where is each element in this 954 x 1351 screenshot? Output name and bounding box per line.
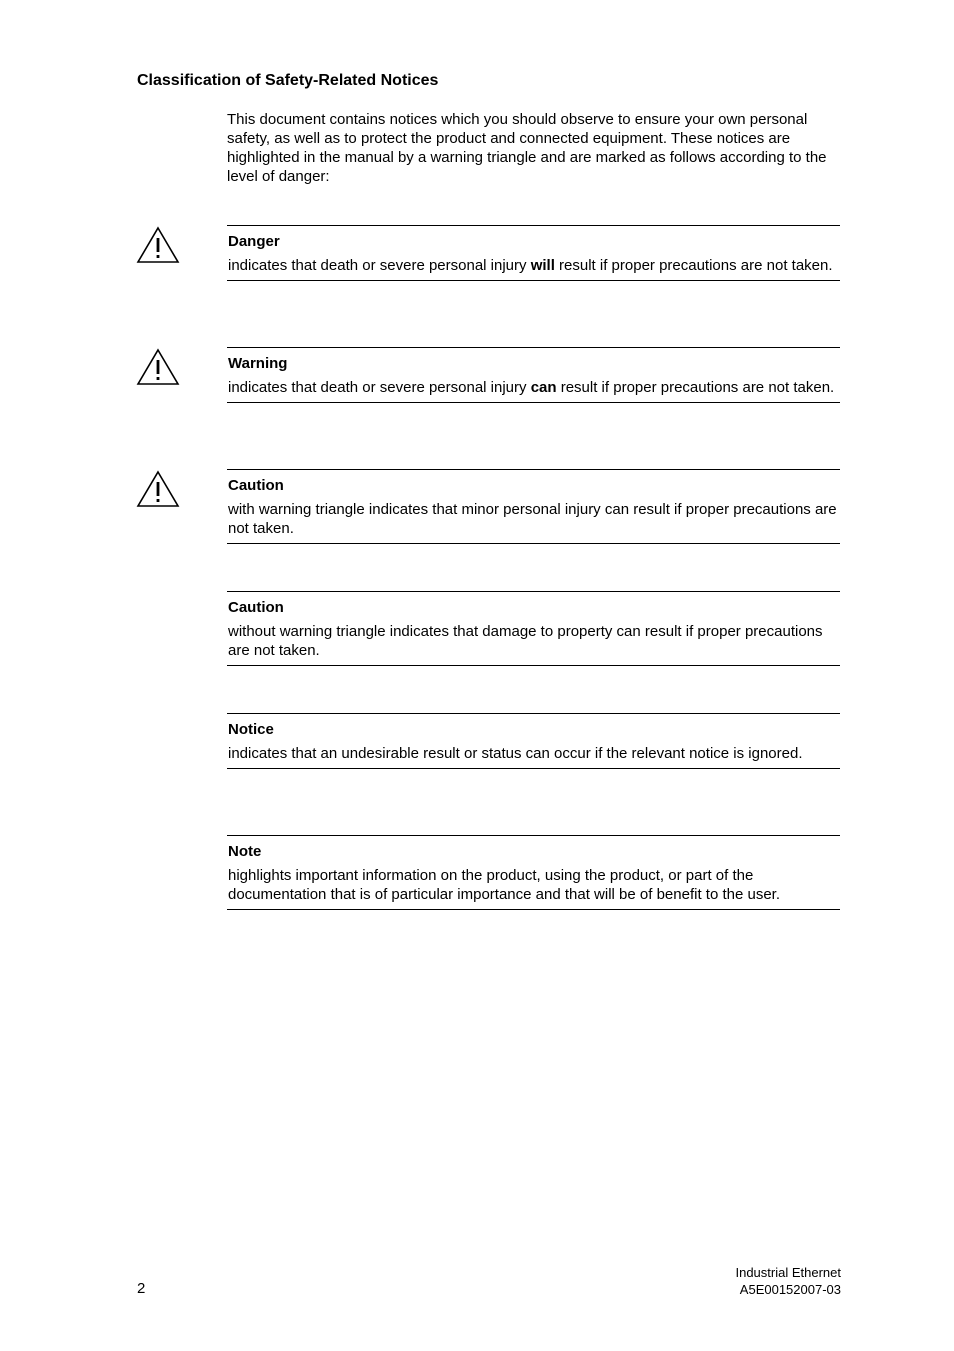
notice-note (227, 835, 840, 910)
footer-doc-title: Industrial Ethernet (735, 1265, 841, 1280)
notice-body: indicates that death or severe personal injury will result if proper precautions are not taken. (228, 257, 833, 274)
warning-triangle-icon (136, 226, 180, 264)
warning-triangle-icon (136, 470, 180, 508)
notice-title: Caution (228, 599, 284, 616)
notice-body: without warning triangle indicates that damage to property can result if proper precautions are not taken. (228, 623, 823, 659)
notice-body: highlights important information on the product, using the product, or part of the documentation that is of particular importance and that will be of benefit to the user. (228, 867, 780, 903)
notice-body: indicates that death or severe personal injury can result if proper precautions are not taken. (228, 379, 835, 396)
notice-body: with warning triangle indicates that minor personal injury can result if proper precautions are not taken. (228, 501, 837, 537)
notice-notice (227, 713, 840, 769)
footer-doc-info (735, 1264, 841, 1298)
notice-caution (227, 591, 840, 666)
notice-title: Note (228, 843, 262, 860)
notice-title: Warning (228, 355, 288, 372)
notice-body: indicates that an undesirable result or status can occur if the relevant notice is ignored. (228, 745, 803, 762)
footer-doc-id: A5E00152007-03 (739, 1282, 841, 1297)
page-number: 2 (137, 1280, 146, 1297)
notice-title: Caution (228, 477, 284, 494)
notice-danger (227, 225, 840, 281)
notice-caution-triangle (227, 469, 840, 544)
notice-warning (227, 347, 840, 403)
warning-triangle-icon (136, 348, 180, 386)
intro-paragraph: This document contains notices which you should observe to ensure your own personal safety, as well as to protect the product and connected equipment. These notices are highlighted in the manual by a warning triangle and are marked as follows according to the level of danger: (227, 111, 827, 185)
notice-title: Danger (228, 233, 280, 250)
notice-title: Notice (228, 721, 274, 738)
page-title: Classification of Safety-Related Notices (137, 72, 439, 89)
